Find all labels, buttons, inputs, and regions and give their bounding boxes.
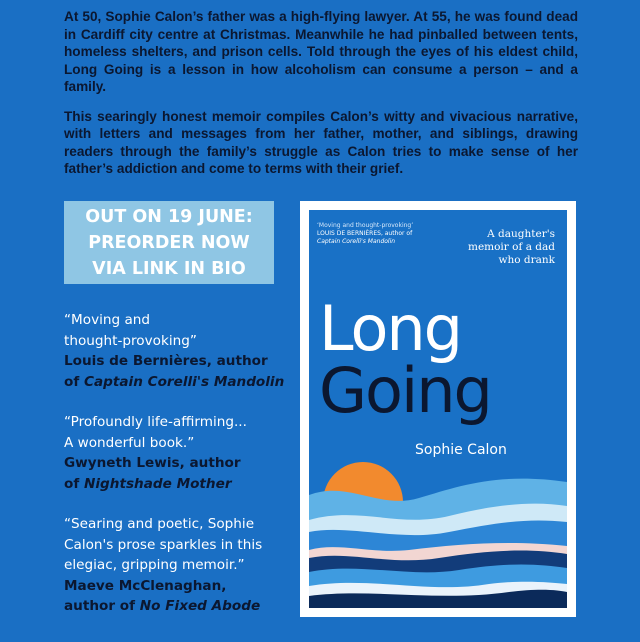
quote-author: Louis de Bernières, author bbox=[64, 353, 268, 369]
cover-title-line-1: Long bbox=[319, 292, 462, 365]
banner-line-2: PREORDER NOW bbox=[88, 232, 250, 253]
quote-book-title: Captain Corelli's Mandolin bbox=[84, 373, 285, 390]
description-paragraph-1: At 50, Sophie Calon’s father was a high-flying lawyer. At 55, he was found dead in Cardiff city centre at Christmas. Meanwhile he had pinballed between tents, homeless shelters, and prison cells. Told through the eyes of his eldest child, Long Going is a lesson in how alcoholism can consume a person – and a family. bbox=[64, 9, 578, 94]
quote-line: Calon's prose sparkles in this bbox=[64, 536, 263, 553]
cover-tagline: A daughter's memoir of a dad who drank bbox=[467, 228, 555, 266]
quote-source: author of No Fixed Abode bbox=[64, 598, 261, 614]
cover-blurb-quote: ‘Moving and thought-provoking’ bbox=[317, 222, 414, 229]
quote-line: elegiac, gripping memoir.” bbox=[64, 557, 245, 573]
quote-line: A wonderful book.” bbox=[64, 434, 195, 451]
review-quote bbox=[64, 412, 294, 494]
quote-line: “Moving and bbox=[64, 312, 151, 328]
cover-title-line-2: Going bbox=[319, 354, 491, 427]
book-cover-frame bbox=[300, 201, 576, 617]
quote-source: of Nightshade Mother bbox=[64, 475, 232, 492]
description-paragraph-2: This searingly honest memoir compiles Calon’s witty and vivacious narrative, with letters and messages from her father, mother, and siblings, drawing readers through the family’s struggle as Calon tries to make sense of her father’s addiction and come to terms with their grief. bbox=[64, 108, 578, 176]
book-cover bbox=[309, 210, 567, 608]
cover-blurb-book: Captain Corelli's Mandolin bbox=[317, 238, 396, 245]
quote-author: Maeve McClenaghan, bbox=[64, 577, 227, 594]
quote-author: Gwyneth Lewis, author bbox=[64, 455, 241, 471]
cover-blurb-author: LOUIS DE BERNIÈRES, author of bbox=[317, 230, 413, 237]
banner-line-1: OUT ON 19 JUNE: bbox=[85, 206, 253, 227]
review-quotes bbox=[64, 310, 294, 637]
quote-book-title: No Fixed Abode bbox=[139, 598, 261, 614]
quote-source: of Captain Corelli's Mandolin bbox=[64, 373, 285, 390]
banner-line-3: VIA LINK IN BIO bbox=[92, 258, 246, 279]
cover-author: Sophie Calon bbox=[415, 442, 507, 458]
preorder-banner bbox=[64, 201, 274, 284]
description-text bbox=[64, 8, 578, 190]
review-quote bbox=[64, 514, 294, 617]
quote-line: thought-provoking” bbox=[64, 332, 197, 349]
quote-book-title: Nightshade Mother bbox=[84, 475, 232, 492]
quote-line: “Searing and poetic, Sophie bbox=[64, 516, 255, 532]
quote-line: “Profoundly life-affirming... bbox=[64, 414, 247, 430]
cover-blurb bbox=[317, 222, 447, 246]
review-quote bbox=[64, 310, 294, 392]
